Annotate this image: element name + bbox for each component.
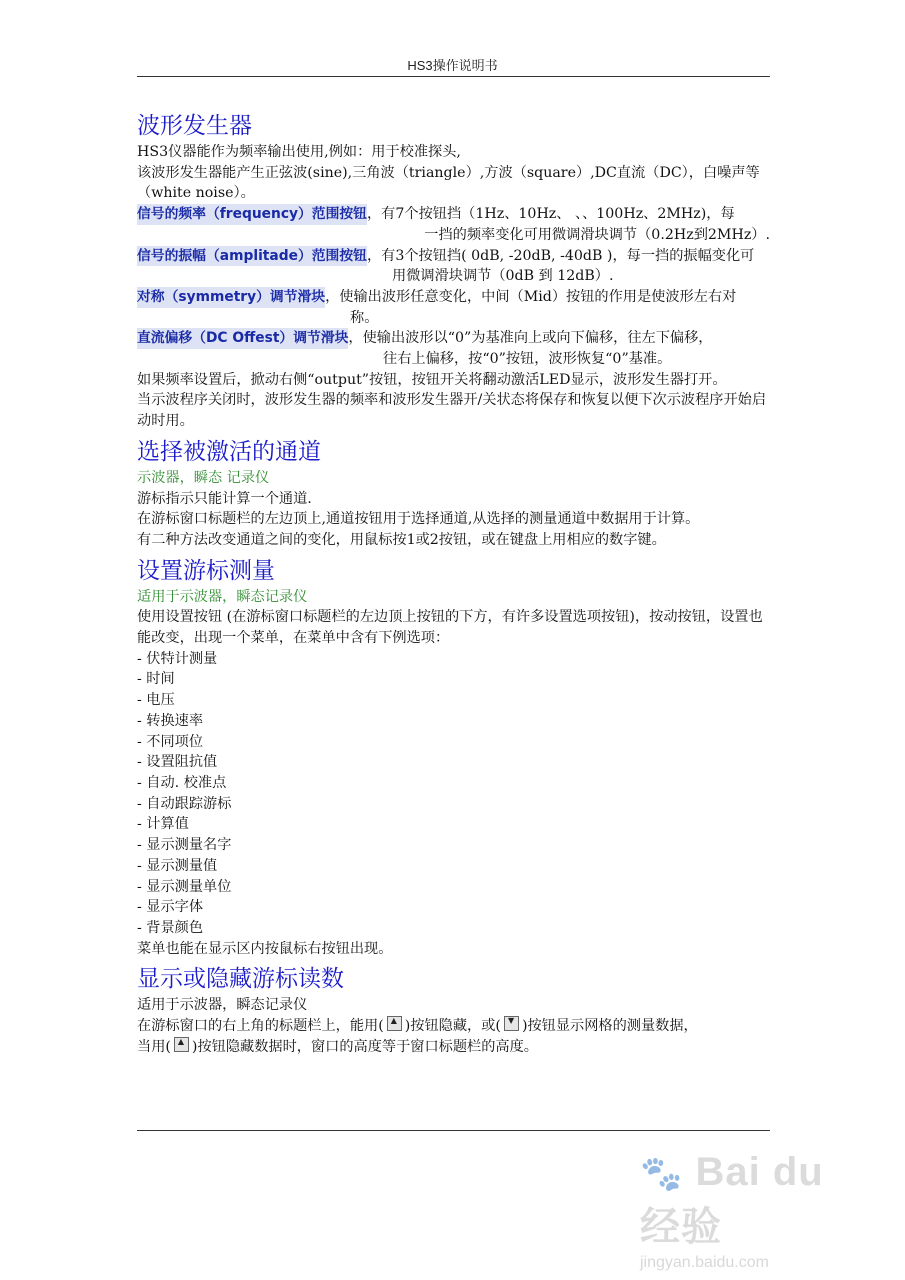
list-item: - 显示测量单位 <box>137 878 232 895</box>
list-item: - 背景颜色 <box>137 919 204 936</box>
close-paragraph: 当示波程序关闭时，波形发生器的频率和波形发生器开/关状态将保存和恢复以便下次示波程序开始启动时用。 <box>137 392 767 430</box>
header-rule <box>137 76 770 77</box>
amplitude-range-text: ，有3个按钮挡( 0dB, -20dB, -40dB )，每一挡的振幅变化可 <box>366 247 755 264</box>
list-item: - 自动. 校准点 <box>137 774 227 791</box>
dc-offset-paragraph <box>137 328 770 349</box>
show-readout-button-icon: ▼ <box>504 1016 519 1031</box>
list-item: - 转换速率 <box>137 712 204 729</box>
applies-to-channel: 示波器，瞬态 记录仪 <box>137 469 270 486</box>
amplitude-paragraph <box>137 246 770 267</box>
section-title-cursor-measurement: 设置游标测量 <box>137 557 275 584</box>
watermark-url: jingyan.baidu.com <box>640 1254 769 1271</box>
channel-paragraph-3: 有二种方法改变通道之间的变化，用鼠标按1或2按钮，或在键盘上用相应的数字键。 <box>137 531 666 548</box>
paw-icon: 🐾 <box>640 1155 684 1193</box>
list-item: - 电压 <box>137 692 175 709</box>
channel-paragraph-2: 在游标窗口标题栏的左边顶上,通道按钮用于选择通道,从选择的测量通道中数据用于计算。 <box>137 511 700 528</box>
dc-offset-slider-text: ，使输出波形以“0”为基准向上或向下偏移，往左下偏移， <box>348 330 713 347</box>
frequency-range-label: 信号的频率（frequency）范围按钮 <box>137 204 367 225</box>
intro-line-1: HS3仪器能作为频率输出使用,例如：用于校准探头, <box>137 144 461 160</box>
section-title-show-hide-readout: 显示或隐藏游标读数 <box>137 966 344 993</box>
readout-paragraph-1: 在游标窗口的右上角的标题栏上，能用( ▲ )按钮隐藏，或( ▼ )按钮显示网格的测量数据， <box>137 1016 698 1035</box>
list-item: - 显示测量值 <box>137 857 218 874</box>
list-item: - 自动跟踪游标 <box>137 795 232 812</box>
list-item: - 时间 <box>137 671 175 688</box>
frequency-range-text: ，有7个按钮挡（1Hz、10Hz、 、、100Hz、2MHz)，每 <box>366 206 735 223</box>
frequency-range-cont: 一挡的频率变化可用微调滑块调节（0.2Hz到2MHz）. <box>424 226 770 243</box>
list-item: - 伏特计测量 <box>137 650 218 667</box>
list-item: - 不同项位 <box>137 733 204 750</box>
symmetry-slider-text: ，使输出波形任意变化，中间（Mid）按钮的作用是使波形左右对 <box>325 288 737 305</box>
measurement-paragraph-1: 使用设置按钮 (在游标窗口标题栏的左边顶上按钮的下方，有许多设置选项按钮)，按动按钮，设置也能改变，出现一个菜单，在菜单中含有下例选项： <box>137 609 763 647</box>
footer-rule <box>137 1130 770 1131</box>
list-item: - 显示字体 <box>137 899 204 916</box>
intro-line-2: 该波形发生器能产生正弦波(sine),三角波（triangle）,方波（square）,DC直流（DC），白噪声等（white noise）。 <box>137 164 760 202</box>
amplitude-range-cont: 用微调滑块调节（0dB 到 12dB）. <box>392 268 614 285</box>
symmetry-slider-label: 对称（symmetry）调节滑块 <box>137 287 325 308</box>
symmetry-paragraph <box>137 287 770 308</box>
applies-to-measurement: 适用于示波器，瞬态记录仪 <box>137 588 308 605</box>
hide-readout-button-icon: ▲ <box>174 1037 189 1052</box>
output-paragraph: 如果频率设置后，掀动右侧“output”按钮，按钮开关将翻动激活LED显示，波形发生器打开。 <box>137 371 727 388</box>
channel-paragraph-1: 游标指示只能计算一个通道. <box>137 490 312 507</box>
measurement-paragraph-2: 菜单也能在显示区内按鼠标右按钮出现。 <box>137 940 393 957</box>
baidu-logo: 🐾 Bai du 经验 <box>640 1150 824 1249</box>
dc-offset-slider-cont: 往右上偏移，按“0”按钮，波形恢复“0”基准。 <box>383 351 672 368</box>
section-title-select-channel: 选择被激活的通道 <box>137 438 321 465</box>
applies-to-readout: 适用于示波器，瞬态记录仪 <box>137 997 308 1014</box>
measurement-options-list <box>137 649 770 939</box>
readout-paragraph-2: 当用( ▲ )按钮隐藏数据时，窗口的高度等于窗口标题栏的高度。 <box>137 1036 538 1055</box>
page-header: HS3操作说明书 <box>407 58 498 73</box>
baidu-watermark <box>640 1150 855 1271</box>
list-item: - 计算值 <box>137 816 189 833</box>
hide-readout-button-icon: ▲ <box>387 1016 402 1031</box>
frequency-paragraph <box>137 204 770 225</box>
section-title-waveform-generator: 波形发生器 <box>137 113 252 139</box>
list-item: - 设置阻抗值 <box>137 754 218 771</box>
document-body <box>137 106 770 1057</box>
amplitude-range-label: 信号的振幅（amplitade）范围按钮 <box>137 246 367 267</box>
dc-offset-slider-label: 直流偏移（DC Offest）调节滑块 <box>137 328 348 349</box>
list-item: - 显示测量名字 <box>137 837 232 854</box>
symmetry-slider-cont: 称。 <box>350 309 379 326</box>
